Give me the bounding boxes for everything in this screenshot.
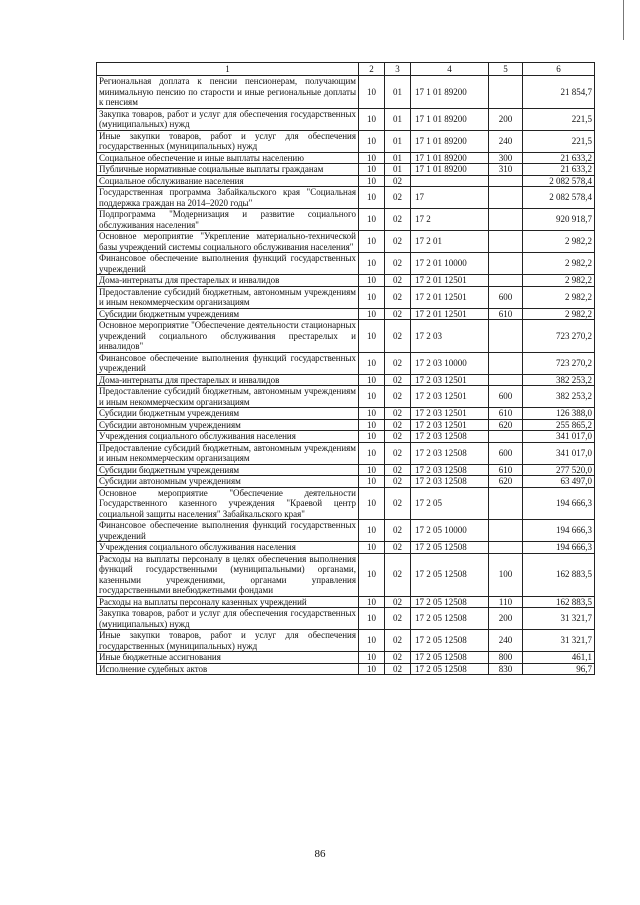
table-row: [97, 275, 595, 287]
target-article-code-cell: 17 2 05 12508: [411, 596, 489, 608]
amount-cell: 221,5: [523, 130, 595, 152]
row-name-cell: Финансовое обеспечение выполнения функций государственных учреждений: [97, 352, 359, 374]
table-row: [97, 652, 595, 664]
amount-cell: 341 017,0: [523, 431, 595, 443]
target-article-code-cell: 17 2 01: [411, 231, 489, 253]
subsection-code-cell: 02: [385, 187, 411, 209]
section-code-cell: 10: [359, 520, 385, 542]
section-code-cell: 10: [359, 652, 385, 664]
amount-cell: 194 666,3: [523, 487, 595, 520]
row-name-cell: Иные закупки товаров, работ и услуг для обеспечения государственных (муниципальных) нужд: [97, 630, 359, 652]
table-row: [97, 209, 595, 231]
section-code-cell: 10: [359, 442, 385, 464]
table-row: [97, 663, 595, 675]
expense-type-code-cell: 610: [489, 308, 523, 320]
table-row: [97, 408, 595, 420]
amount-cell: 21 633,2: [523, 164, 595, 176]
table-row: [97, 520, 595, 542]
table-row: [97, 487, 595, 520]
section-code-cell: 10: [359, 542, 385, 554]
amount-cell: 162 883,5: [523, 596, 595, 608]
amount-cell: 382 253,2: [523, 386, 595, 408]
target-article-code-cell: 17 2 03: [411, 320, 489, 353]
section-code-cell: 10: [359, 152, 385, 164]
target-article-code-cell: 17 2 03 12501: [411, 374, 489, 386]
section-code-cell: 10: [359, 175, 385, 187]
target-article-code-cell: 17 2 05 12508: [411, 553, 489, 596]
subsection-code-cell: 02: [385, 419, 411, 431]
row-name-cell: Публичные нормативные социальные выплаты гражданам: [97, 164, 359, 176]
amount-cell: 162 883,5: [523, 553, 595, 596]
table-row: [97, 108, 595, 130]
subsection-code-cell: 01: [385, 152, 411, 164]
table-row: [97, 286, 595, 308]
table-row: [97, 386, 595, 408]
amount-cell: 2 982,2: [523, 231, 595, 253]
subsection-code-cell: 02: [385, 386, 411, 408]
section-code-cell: 10: [359, 596, 385, 608]
subsection-code-cell: 02: [385, 408, 411, 420]
subsection-code-cell: 02: [385, 553, 411, 596]
header-cell-5: 5: [489, 63, 523, 76]
section-code-cell: 10: [359, 431, 385, 443]
section-code-cell: 10: [359, 476, 385, 488]
subsection-code-cell: 01: [385, 164, 411, 176]
table-row: [97, 130, 595, 152]
table-row: [97, 553, 595, 596]
target-article-code-cell: 17 2 05: [411, 487, 489, 520]
target-article-code-cell: 17 2: [411, 209, 489, 231]
expense-type-code-cell: [489, 431, 523, 443]
table-row: [97, 630, 595, 652]
target-article-code-cell: 17 2 01 10000: [411, 253, 489, 275]
expense-type-code-cell: [489, 487, 523, 520]
table-row: [97, 76, 595, 109]
target-article-code-cell: 17 1 01 89200: [411, 108, 489, 130]
section-code-cell: 10: [359, 464, 385, 476]
target-article-code-cell: 17 2 03 12508: [411, 431, 489, 443]
row-name-cell: Субсидии автономным учреждениям: [97, 476, 359, 488]
section-code-cell: 10: [359, 419, 385, 431]
amount-cell: 2 982,2: [523, 308, 595, 320]
header-cell-6: 6: [523, 63, 595, 76]
subsection-code-cell: 02: [385, 520, 411, 542]
row-name-cell: Субсидии бюджетным учреждениям: [97, 308, 359, 320]
subsection-code-cell: 02: [385, 630, 411, 652]
target-article-code-cell: 17 2 03 12501: [411, 419, 489, 431]
expense-type-code-cell: 600: [489, 386, 523, 408]
subsection-code-cell: 01: [385, 108, 411, 130]
expense-type-code-cell: [489, 275, 523, 287]
header-cell-4: 4: [411, 63, 489, 76]
amount-cell: 920 918,7: [523, 209, 595, 231]
target-article-code-cell: 17 2 05 12508: [411, 663, 489, 675]
section-code-cell: 10: [359, 275, 385, 287]
table-row: [97, 253, 595, 275]
subsection-code-cell: 02: [385, 431, 411, 443]
subsection-code-cell: 02: [385, 652, 411, 664]
table-row: [97, 152, 595, 164]
target-article-code-cell: 17 2 01 12501: [411, 308, 489, 320]
subsection-code-cell: 02: [385, 275, 411, 287]
row-name-cell: Социальное обслуживание населения: [97, 175, 359, 187]
amount-cell: 63 497,0: [523, 476, 595, 488]
expense-type-code-cell: [489, 209, 523, 231]
amount-cell: 221,5: [523, 108, 595, 130]
header-row: [97, 63, 595, 76]
row-name-cell: Иные бюджетные ассигнования: [97, 652, 359, 664]
row-name-cell: Учреждения социального обслуживания населения: [97, 542, 359, 554]
row-name-cell: Предоставление субсидий бюджетным, автономным учреждениям и иным некоммерческим организациям: [97, 386, 359, 408]
amount-cell: 21 854,7: [523, 76, 595, 109]
table-row: [97, 476, 595, 488]
expense-type-code-cell: 830: [489, 663, 523, 675]
target-article-code-cell: 17: [411, 187, 489, 209]
amount-cell: 126 388,0: [523, 408, 595, 420]
table-row: [97, 464, 595, 476]
target-article-code-cell: 17 2 03 10000: [411, 352, 489, 374]
section-code-cell: 10: [359, 209, 385, 231]
expense-type-code-cell: 620: [489, 419, 523, 431]
table-row: [97, 308, 595, 320]
table-row: [97, 320, 595, 353]
expense-type-code-cell: 610: [489, 464, 523, 476]
target-article-code-cell: 17 2 03 12501: [411, 408, 489, 420]
target-article-code-cell: 17 2 03 12501: [411, 386, 489, 408]
row-name-cell: Основное мероприятие "Обеспечение деятельности Государственного казенного учреждения "Краевой центр социальной защиты населения" Забайкальского края": [97, 487, 359, 520]
subsection-code-cell: 02: [385, 253, 411, 275]
table-row: [97, 431, 595, 443]
row-name-cell: Закупка товаров, работ и услуг для обеспечения государственных (муниципальных) нужд: [97, 608, 359, 630]
target-article-code-cell: 17 2 03 12508: [411, 476, 489, 488]
amount-cell: 461,1: [523, 652, 595, 664]
section-code-cell: 10: [359, 164, 385, 176]
subsection-code-cell: 02: [385, 209, 411, 231]
amount-cell: 277 520,0: [523, 464, 595, 476]
row-name-cell: Государственная программа Забайкальского края "Социальная поддержка граждан на 2014–2020 годы": [97, 187, 359, 209]
section-code-cell: 10: [359, 663, 385, 675]
section-code-cell: 10: [359, 286, 385, 308]
amount-cell: 2 082 578,4: [523, 187, 595, 209]
target-article-code-cell: 17 2 01 12501: [411, 286, 489, 308]
subsection-code-cell: 02: [385, 175, 411, 187]
table-row: [97, 175, 595, 187]
expense-type-code-cell: 240: [489, 630, 523, 652]
page-number: 86: [314, 848, 326, 860]
expense-type-code-cell: 610: [489, 408, 523, 420]
target-article-code-cell: 17 1 01 89200: [411, 164, 489, 176]
amount-cell: 96,7: [523, 663, 595, 675]
subsection-code-cell: 02: [385, 608, 411, 630]
expense-type-code-cell: [489, 231, 523, 253]
table-row: [97, 231, 595, 253]
expense-type-code-cell: 110: [489, 596, 523, 608]
row-name-cell: Закупка товаров, работ и услуг для обеспечения государственных (муниципальных) нужд: [97, 108, 359, 130]
row-name-cell: Финансовое обеспечение выполнения функций государственных учреждений: [97, 253, 359, 275]
table-row: [97, 542, 595, 554]
target-article-code-cell: 17 2 03 12508: [411, 464, 489, 476]
row-name-cell: Предоставление субсидий бюджетным, автономным учреждениям и иным некоммерческим организациям: [97, 286, 359, 308]
target-article-code-cell: [411, 175, 489, 187]
row-name-cell: Региональная доплата к пенсии пенсионерам, получающим минимальную пенсию по старости и иные региональные доплаты к пенсиям: [97, 76, 359, 109]
row-name-cell: Исполнение судебных актов: [97, 663, 359, 675]
expense-type-code-cell: 600: [489, 286, 523, 308]
expense-type-code-cell: [489, 253, 523, 275]
section-code-cell: 10: [359, 386, 385, 408]
amount-cell: 723 270,2: [523, 320, 595, 353]
target-article-code-cell: 17 1 01 89200: [411, 76, 489, 109]
table-row: [97, 419, 595, 431]
amount-cell: 2 982,2: [523, 253, 595, 275]
expense-type-code-cell: [489, 542, 523, 554]
expense-type-code-cell: 240: [489, 130, 523, 152]
target-article-code-cell: 17 2 05 10000: [411, 520, 489, 542]
section-code-cell: 10: [359, 231, 385, 253]
subsection-code-cell: 02: [385, 286, 411, 308]
target-article-code-cell: 17 2 03 12508: [411, 442, 489, 464]
header-cell-2: 2: [359, 63, 385, 76]
amount-cell: 194 666,3: [523, 542, 595, 554]
row-name-cell: Подпрограмма "Модернизация и развитие социального обслуживания населения": [97, 209, 359, 231]
subsection-code-cell: 01: [385, 76, 411, 109]
subsection-code-cell: 02: [385, 487, 411, 520]
subsection-code-cell: 02: [385, 464, 411, 476]
expense-type-code-cell: [489, 520, 523, 542]
row-name-cell: Субсидии бюджетным учреждениям: [97, 408, 359, 420]
section-code-cell: 10: [359, 308, 385, 320]
expense-type-code-cell: [489, 187, 523, 209]
section-code-cell: 10: [359, 320, 385, 353]
expense-type-code-cell: [489, 320, 523, 353]
table-row: [97, 596, 595, 608]
section-code-cell: 10: [359, 352, 385, 374]
target-article-code-cell: 17 1 01 89200: [411, 130, 489, 152]
amount-cell: 382 253,2: [523, 374, 595, 386]
target-article-code-cell: 17 2 05 12508: [411, 542, 489, 554]
expense-type-code-cell: 100: [489, 553, 523, 596]
amount-cell: 2 982,2: [523, 286, 595, 308]
row-name-cell: Социальное обеспечение и иные выплаты населению: [97, 152, 359, 164]
subsection-code-cell: 01: [385, 130, 411, 152]
expense-type-code-cell: 620: [489, 476, 523, 488]
section-code-cell: 10: [359, 76, 385, 109]
table-row: [97, 608, 595, 630]
expense-type-code-cell: 200: [489, 108, 523, 130]
section-code-cell: 10: [359, 130, 385, 152]
row-name-cell: Финансовое обеспечение выполнения функций государственных учреждений: [97, 520, 359, 542]
table-row: [97, 164, 595, 176]
subsection-code-cell: 02: [385, 352, 411, 374]
expense-type-code-cell: 300: [489, 152, 523, 164]
section-code-cell: 10: [359, 487, 385, 520]
amount-cell: 341 017,0: [523, 442, 595, 464]
section-code-cell: 10: [359, 253, 385, 275]
expense-type-code-cell: 600: [489, 442, 523, 464]
amount-cell: 31 321,7: [523, 608, 595, 630]
row-name-cell: Дома-интернаты для престарелых и инвалидов: [97, 374, 359, 386]
table-row: [97, 442, 595, 464]
table-row: [97, 352, 595, 374]
row-name-cell: Основное мероприятие "Укрепление материально-технической базы учреждений системы социального обслуживания населения": [97, 231, 359, 253]
target-article-code-cell: 17 1 01 89200: [411, 152, 489, 164]
target-article-code-cell: 17 2 05 12508: [411, 608, 489, 630]
row-name-cell: Расходы на выплаты персоналу в целях обеспечения выполнения функций государственными (муниципальными) органами, казенными учреждениями, органами управления государственными внебюджетными фондами: [97, 553, 359, 596]
target-article-code-cell: 17 2 05 12508: [411, 652, 489, 664]
header-cell-3: 3: [385, 63, 411, 76]
target-article-code-cell: 17 2 05 12508: [411, 630, 489, 652]
table-row: [97, 374, 595, 386]
row-name-cell: Дома-интернаты для престарелых и инвалидов: [97, 275, 359, 287]
amount-cell: 2 982,2: [523, 275, 595, 287]
row-name-cell: Субсидии автономным учреждениям: [97, 419, 359, 431]
section-code-cell: 10: [359, 553, 385, 596]
subsection-code-cell: 02: [385, 476, 411, 488]
row-name-cell: Учреждения социального обслуживания населения: [97, 431, 359, 443]
scan-edge-line: [623, 0, 624, 40]
expense-type-code-cell: [489, 352, 523, 374]
expense-type-code-cell: [489, 374, 523, 386]
amount-cell: 723 270,2: [523, 352, 595, 374]
subsection-code-cell: 02: [385, 596, 411, 608]
row-name-cell: Субсидии бюджетным учреждениям: [97, 464, 359, 476]
table-body: [97, 63, 595, 675]
expense-type-code-cell: 800: [489, 652, 523, 664]
expense-type-code-cell: [489, 76, 523, 109]
subsection-code-cell: 02: [385, 308, 411, 320]
section-code-cell: 10: [359, 408, 385, 420]
amount-cell: 31 321,7: [523, 630, 595, 652]
section-code-cell: 10: [359, 108, 385, 130]
row-name-cell: Расходы на выплаты персоналу казенных учреждений: [97, 596, 359, 608]
expense-type-code-cell: 200: [489, 608, 523, 630]
amount-cell: 21 633,2: [523, 152, 595, 164]
section-code-cell: 10: [359, 374, 385, 386]
target-article-code-cell: 17 2 01 12501: [411, 275, 489, 287]
row-name-cell: Предоставление субсидий бюджетным, автономным учреждениям и иным некоммерческим организациям: [97, 442, 359, 464]
amount-cell: 2 082 578,4: [523, 175, 595, 187]
expense-type-code-cell: 310: [489, 164, 523, 176]
section-code-cell: 10: [359, 187, 385, 209]
subsection-code-cell: 02: [385, 374, 411, 386]
budget-table: [96, 62, 595, 675]
subsection-code-cell: 02: [385, 442, 411, 464]
row-name-cell: Основное мероприятие "Обеспечение деятельности стационарных учреждений социального обслуживания престарелых и инвалидов": [97, 320, 359, 353]
row-name-cell: Иные закупки товаров, работ и услуг для обеспечения государственных (муниципальных) нужд: [97, 130, 359, 152]
section-code-cell: 10: [359, 608, 385, 630]
amount-cell: 255 865,2: [523, 419, 595, 431]
table-row: [97, 187, 595, 209]
expense-type-code-cell: [489, 175, 523, 187]
header-cell-1: 1: [97, 63, 359, 76]
subsection-code-cell: 02: [385, 542, 411, 554]
subsection-code-cell: 02: [385, 231, 411, 253]
subsection-code-cell: 02: [385, 320, 411, 353]
amount-cell: 194 666,3: [523, 520, 595, 542]
subsection-code-cell: 02: [385, 663, 411, 675]
section-code-cell: 10: [359, 630, 385, 652]
